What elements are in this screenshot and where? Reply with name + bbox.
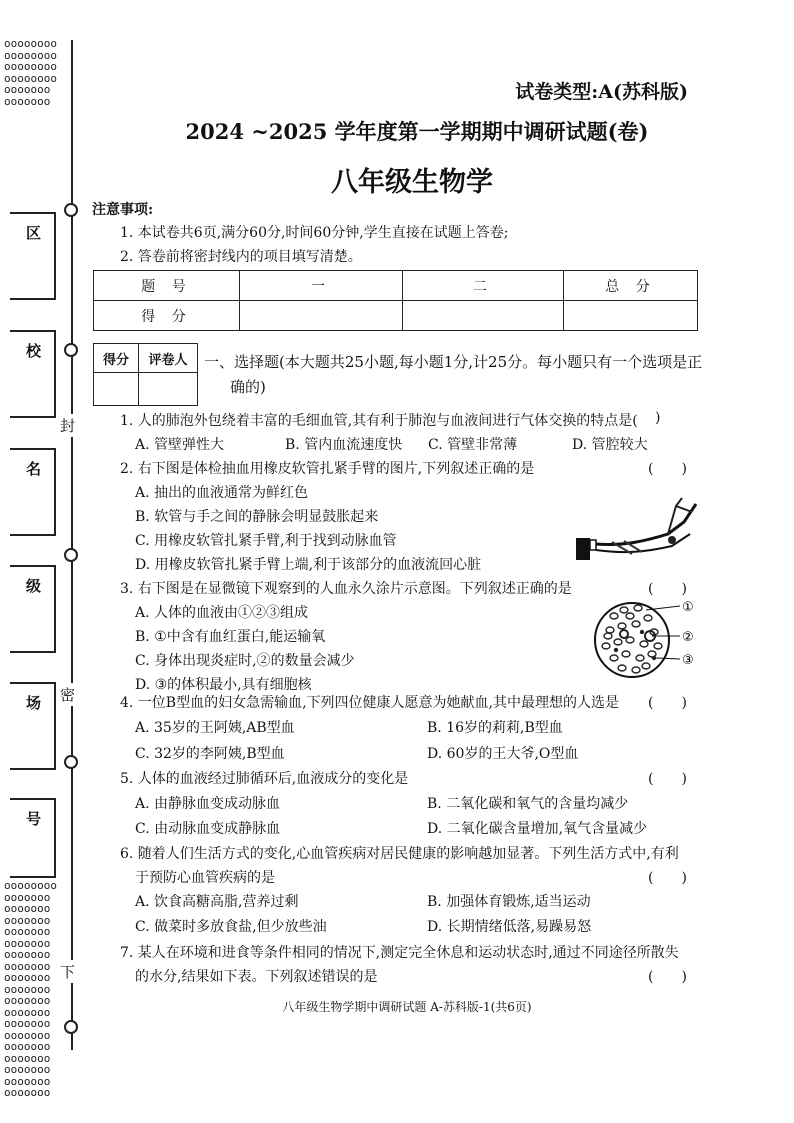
blood-smear-figure bbox=[594, 596, 702, 686]
answer-paren[interactable]: ( ) bbox=[648, 581, 687, 597]
score-header-cell: 题 号 bbox=[94, 271, 240, 301]
question-2-stem: 2. 右下图是体检抽血用橡皮软管扎紧手臂的图片,下列叙述正确的是 bbox=[120, 461, 535, 477]
option: D. ③的体积最小,具有细胞核 bbox=[135, 677, 312, 693]
platelet bbox=[615, 649, 618, 652]
option: D. 用橡皮软管扎紧手臂上端,利于该部分的血液流回心脏 bbox=[135, 557, 482, 573]
option: A. 饮食高糖高脂,营养过剩 bbox=[135, 894, 299, 910]
school-label: 校 bbox=[26, 342, 42, 360]
paper-type: 试卷类型:A(苏科版) bbox=[515, 81, 688, 103]
grader-name-cell[interactable] bbox=[139, 373, 198, 406]
option: B. 软管与手之间的静脉会明显鼓胀起来 bbox=[135, 509, 379, 525]
figure-label: ③ bbox=[682, 653, 694, 668]
answer-paren[interactable]: ( ) bbox=[648, 771, 687, 787]
platelet bbox=[641, 631, 644, 634]
score-table bbox=[93, 270, 698, 331]
binding-circle bbox=[64, 1020, 78, 1034]
score-header-cell: 二 bbox=[403, 271, 564, 301]
answer-paren[interactable]: ( ) bbox=[648, 461, 687, 477]
notice-item: 2. 答卷前将密封线内的项目填写清楚。 bbox=[120, 249, 362, 265]
option: C. 由动脉血变成静脉血 bbox=[135, 821, 281, 837]
option: C. 用橡皮软管扎紧手臂,利于找到动脉血管 bbox=[135, 533, 397, 549]
score-header-cell: 总 分 bbox=[564, 271, 698, 301]
binding-char: 下 bbox=[60, 960, 75, 983]
exam-title: 2024 ~2025 学年度第一学期期中调研试题(卷) bbox=[185, 119, 649, 144]
option: A. 人体的血液由①②③组成 bbox=[135, 605, 309, 621]
district-label: 区 bbox=[26, 224, 42, 242]
option: B. 加强体育锻炼,适当运动 bbox=[427, 894, 591, 910]
page-footer: 八年级生物学期中调研试题 A-苏科版-1(共6页) bbox=[282, 1000, 532, 1014]
question-7-stem: 7. 某人在环境和进食等条件相同的情况下,测定完全休息和运动状态时,通过不同途径所散失 bbox=[120, 945, 679, 961]
option: D. 管腔较大 bbox=[572, 437, 648, 453]
section-title-line: 一、选择题(本大题共25小题,每小题1分,计25分。每小题只有一个选项是正 bbox=[204, 353, 703, 371]
option: A. 管壁弹性大 bbox=[135, 437, 225, 453]
option: D. 二氧化碳含量增加,氧气含量减少 bbox=[427, 821, 648, 837]
figure-label: ② bbox=[682, 630, 694, 645]
option: B. ①中含有血红蛋白,能运输氧 bbox=[135, 629, 326, 645]
question-3-stem: 3. 右下图是在显微镜下观察到的人血永久涂片示意图。下列叙述正确的是 bbox=[120, 581, 572, 597]
binding-circle bbox=[64, 343, 78, 357]
question-5-stem: 5. 人体的血液经过肺循环后,血液成分的变化是 bbox=[120, 771, 409, 787]
arm-tourniquet-figure bbox=[572, 494, 700, 564]
name-label: 名 bbox=[26, 460, 42, 478]
option: C. 32岁的李阿姨,B型血 bbox=[135, 746, 285, 762]
student-id-label: 号 bbox=[26, 810, 42, 828]
option: A. 35岁的王阿姨,AB型血 bbox=[135, 720, 295, 736]
score-entry-cell[interactable] bbox=[564, 301, 698, 331]
figure-label: ① bbox=[682, 600, 694, 615]
question-4-stem: 4. 一位B型血的妇女急需输血,下列四位健康人愿意为她献血,其中最理想的人选是 bbox=[120, 695, 619, 711]
score-label-cell: 得 分 bbox=[94, 301, 240, 331]
grader-table bbox=[93, 343, 198, 406]
option: C. 做菜时多放食盐,但少放些油 bbox=[135, 919, 327, 935]
notice-title: 注意事项: bbox=[92, 202, 154, 218]
binding-char: 密 bbox=[60, 683, 75, 706]
score-entry-cell[interactable] bbox=[240, 301, 403, 331]
binding-circle bbox=[64, 548, 78, 562]
option: B. 管内血流速度快 bbox=[285, 437, 403, 453]
option: A. 抽出的血液通常为鲜红色 bbox=[135, 485, 309, 501]
answer-paren[interactable]: ) bbox=[655, 410, 661, 426]
exam-room-label: 场 bbox=[26, 694, 42, 712]
subject-title: 八年级生物学 bbox=[331, 167, 493, 198]
option: B. 二氧化碳和氧气的含量均减少 bbox=[427, 796, 629, 812]
notice-item: 1. 本试卷共6页,满分60分,时间60分钟,学生直接在试题上答卷; bbox=[120, 225, 509, 241]
grader-name-header: 评卷人 bbox=[139, 344, 198, 373]
binding-circle bbox=[64, 203, 78, 217]
option: D. 长期情绪低落,易躁易怒 bbox=[427, 919, 592, 935]
answer-paren[interactable]: ( ) bbox=[648, 969, 687, 985]
question-7-stem-cont: 的水分,结果如下表。下列叙述错误的是 bbox=[135, 969, 378, 985]
binding-dots-top: oooooooo oooooooo oooooooo oooooooo ooooooo ooooooo bbox=[4, 37, 57, 108]
binding-char: 封 bbox=[60, 414, 75, 437]
option: B. 16岁的莉莉,B型血 bbox=[427, 720, 563, 736]
option: C. 身体出现炎症时,②的数量会减少 bbox=[135, 653, 355, 669]
option: A. 由静脉血变成动脉血 bbox=[135, 796, 281, 812]
grader-score-cell[interactable] bbox=[94, 373, 139, 406]
binding-dots-bottom: oooooooo ooooooo ooooooo ooooooo ooooooo ooooooo ooooooo ooooooo ooooooo ooooooo ooooooo ooooooo ooooooo ooooooo ooooooo ooooooo ooooooo ooooooo ooooooo bbox=[4, 879, 57, 1099]
option: C. 管壁非常薄 bbox=[428, 437, 518, 453]
question-6-stem: 6. 随着人们生活方式的变化,心血管疾病对居民健康的影响越加显著。下列生活方式中,有利 bbox=[120, 846, 679, 862]
score-header-cell: 一 bbox=[240, 271, 403, 301]
class-label: 级 bbox=[26, 577, 42, 595]
question-6-stem-cont: 于预防心血管疾病的是 bbox=[135, 870, 275, 886]
score-entry-cell[interactable] bbox=[403, 301, 564, 331]
option: D. 60岁的王大爷,O型血 bbox=[427, 746, 579, 762]
platelet bbox=[653, 657, 656, 660]
answer-paren[interactable]: ( ) bbox=[648, 695, 687, 711]
section-title-line: 确的) bbox=[230, 378, 266, 396]
answer-paren[interactable]: ( ) bbox=[648, 870, 687, 886]
section-title bbox=[204, 350, 704, 400]
question-1-stem: 1. 人的肺泡外包绕着丰富的毛细血管,其有利于肺泡与血液间进行气体交换的特点是( bbox=[120, 413, 638, 429]
binding-circle bbox=[64, 755, 78, 769]
grader-score-header: 得分 bbox=[94, 344, 139, 373]
